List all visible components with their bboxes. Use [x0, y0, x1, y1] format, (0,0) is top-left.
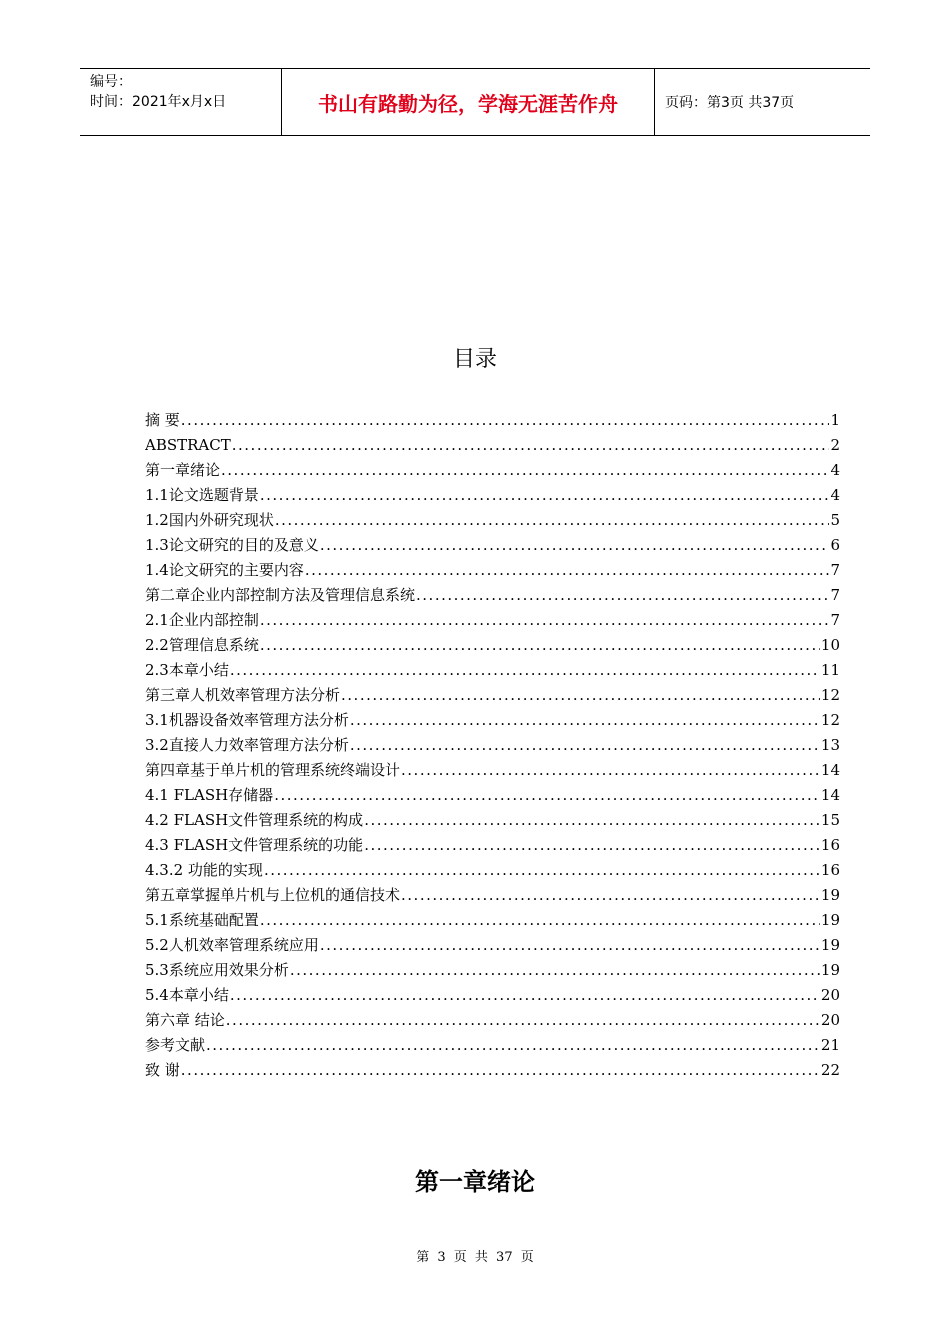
header-page-label: 页码：第3页 共37页 [665, 95, 795, 111]
toc-entry[interactable] [145, 858, 840, 883]
toc-dot-leader [206, 1033, 820, 1058]
toc-entry-label: 第四章基于单片机的管理系统终端设计 [145, 761, 401, 779]
toc-entry[interactable] [145, 933, 840, 958]
toc-dot-leader [260, 908, 820, 933]
toc-entry-page: 4 [830, 486, 840, 504]
toc-dot-leader [364, 833, 820, 858]
toc-entry-label: 参考文献 [145, 1036, 206, 1054]
toc-entry[interactable] [145, 958, 840, 983]
page-header [80, 68, 870, 136]
header-motto: 书山有路勤为径，学海无涯苦作舟 [282, 69, 655, 135]
toc-entry-label: 第一章绪论 [145, 461, 221, 479]
toc-entry[interactable] [145, 433, 840, 458]
toc-entry-page: 14 [820, 761, 840, 779]
toc-dot-leader [181, 408, 830, 433]
toc-entry-label: 第六章 结论 [145, 1011, 225, 1029]
toc-entry-page: 15 [820, 811, 840, 829]
toc-entry-label: 第二章企业内部控制方法及管理信息系统 [145, 586, 416, 604]
toc-entry-page: 7 [830, 561, 840, 579]
toc-dot-leader [181, 1058, 820, 1083]
toc-entry[interactable] [145, 608, 840, 633]
toc-entry-page: 7 [830, 611, 840, 629]
toc-entry-page: 12 [820, 686, 840, 704]
toc-entry[interactable] [145, 508, 840, 533]
toc-dot-leader [260, 608, 830, 633]
toc-entry-page: 13 [820, 736, 840, 754]
toc-entry-label: 3.1机器设备效率管理方法分析 [145, 711, 349, 729]
toc-dot-leader [274, 783, 820, 808]
toc-entry-page: 6 [830, 536, 840, 554]
toc-dot-leader [221, 458, 829, 483]
toc-dot-leader [320, 933, 820, 958]
toc-entry-page: 19 [820, 886, 840, 904]
toc-entry[interactable] [145, 458, 840, 483]
toc-dot-leader [401, 758, 820, 783]
toc-entry-label: ABSTRACT [145, 436, 231, 454]
toc-entry-page: 14 [820, 786, 840, 804]
toc-entry-page: 1 [830, 411, 840, 429]
toc-entry-label: 第五章掌握单片机与上位机的通信技术 [145, 886, 401, 904]
toc-entry[interactable] [145, 533, 840, 558]
table-of-contents [145, 408, 840, 1083]
toc-entry[interactable] [145, 758, 840, 783]
toc-entry[interactable] [145, 1033, 840, 1058]
toc-entry[interactable] [145, 558, 840, 583]
toc-entry[interactable] [145, 583, 840, 608]
toc-entry-label: 1.1论文选题背景 [145, 486, 259, 504]
toc-entry[interactable] [145, 1008, 840, 1033]
toc-entry-page: 20 [820, 986, 840, 1004]
toc-entry-label: 1.3论文研究的目的及意义 [145, 536, 319, 554]
document-date-label: 时间：2021年x月x日 [90, 94, 227, 110]
toc-entry-page: 20 [820, 1011, 840, 1029]
toc-dot-leader [226, 1008, 820, 1033]
toc-entry-page: 19 [820, 961, 840, 979]
toc-entry[interactable] [145, 708, 840, 733]
toc-entry-label: 4.1 FLASH存储器 [145, 786, 274, 804]
toc-entry[interactable] [145, 783, 840, 808]
toc-entry-label: 5.1系统基础配置 [145, 911, 259, 929]
toc-dot-leader [290, 958, 820, 983]
toc-entry-label: 1.4论文研究的主要内容 [145, 561, 304, 579]
toc-entry-page: 19 [820, 936, 840, 954]
toc-entry-page: 22 [820, 1061, 840, 1079]
toc-entry-label: 5.4本章小结 [145, 986, 229, 1004]
toc-dot-leader [230, 658, 820, 683]
toc-dot-leader [350, 733, 820, 758]
toc-entry-label: 2.2管理信息系统 [145, 636, 259, 654]
toc-entry[interactable] [145, 408, 840, 433]
toc-entry[interactable] [145, 883, 840, 908]
toc-entry[interactable] [145, 733, 840, 758]
toc-entry-label: 2.1企业内部控制 [145, 611, 259, 629]
toc-entry[interactable] [145, 833, 840, 858]
toc-entry-label: 2.3本章小结 [145, 661, 229, 679]
toc-entry[interactable] [145, 483, 840, 508]
toc-dot-leader [350, 708, 820, 733]
toc-entry-page: 10 [820, 636, 840, 654]
toc-entry-page: 16 [820, 861, 840, 879]
toc-dot-leader [230, 983, 820, 1008]
toc-entry[interactable] [145, 683, 840, 708]
toc-dot-leader [264, 858, 820, 883]
toc-entry-page: 5 [830, 511, 840, 529]
toc-dot-leader [232, 433, 830, 458]
chapter-heading: 第一章绪论 [415, 1168, 535, 1196]
toc-entry-page: 2 [830, 436, 840, 454]
toc-entry-page: 12 [820, 711, 840, 729]
toc-entry-label: 致 谢 [145, 1061, 180, 1079]
toc-entry-page: 16 [820, 836, 840, 854]
toc-entry-page: 4 [830, 461, 840, 479]
toc-entry-label: 5.2人机效率管理系统应用 [145, 936, 319, 954]
toc-entry[interactable] [145, 983, 840, 1008]
toc-dot-leader [260, 483, 830, 508]
toc-dot-leader [364, 808, 820, 833]
toc-dot-leader [320, 533, 830, 558]
toc-dot-leader [260, 633, 820, 658]
toc-entry-label: 4.3.2 功能的实现 [145, 861, 263, 879]
toc-title: 目录 [452, 347, 497, 372]
document-number-label: 编号： [90, 74, 132, 90]
toc-entry[interactable] [145, 658, 840, 683]
toc-entry-page: 7 [830, 586, 840, 604]
toc-entry[interactable] [145, 1058, 840, 1083]
toc-dot-leader [341, 683, 820, 708]
toc-entry-label: 摘 要 [145, 411, 180, 429]
toc-entry-label: 1.2国内外研究现状 [145, 511, 274, 529]
toc-entry-label: 4.2 FLASH文件管理系统的构成 [145, 811, 364, 829]
header-meta [80, 69, 282, 135]
toc-entry-page: 21 [820, 1036, 840, 1054]
toc-entry-label: 5.3系统应用效果分析 [145, 961, 289, 979]
toc-entry-page: 19 [820, 911, 840, 929]
toc-entry-label: 4.3 FLASH文件管理系统的功能 [145, 836, 364, 854]
toc-entry[interactable] [145, 808, 840, 833]
toc-entry-label: 第三章人机效率管理方法分析 [145, 686, 341, 704]
toc-entry[interactable] [145, 633, 840, 658]
toc-entry-page: 11 [820, 661, 840, 679]
toc-dot-leader [275, 508, 830, 533]
toc-dot-leader [416, 583, 829, 608]
toc-entry-label: 3.2直接人力效率管理方法分析 [145, 736, 349, 754]
toc-dot-leader [305, 558, 830, 583]
toc-dot-leader [401, 883, 820, 908]
page-footer: 第 3 页 共 37 页 [416, 1250, 534, 1265]
toc-entry[interactable] [145, 908, 840, 933]
